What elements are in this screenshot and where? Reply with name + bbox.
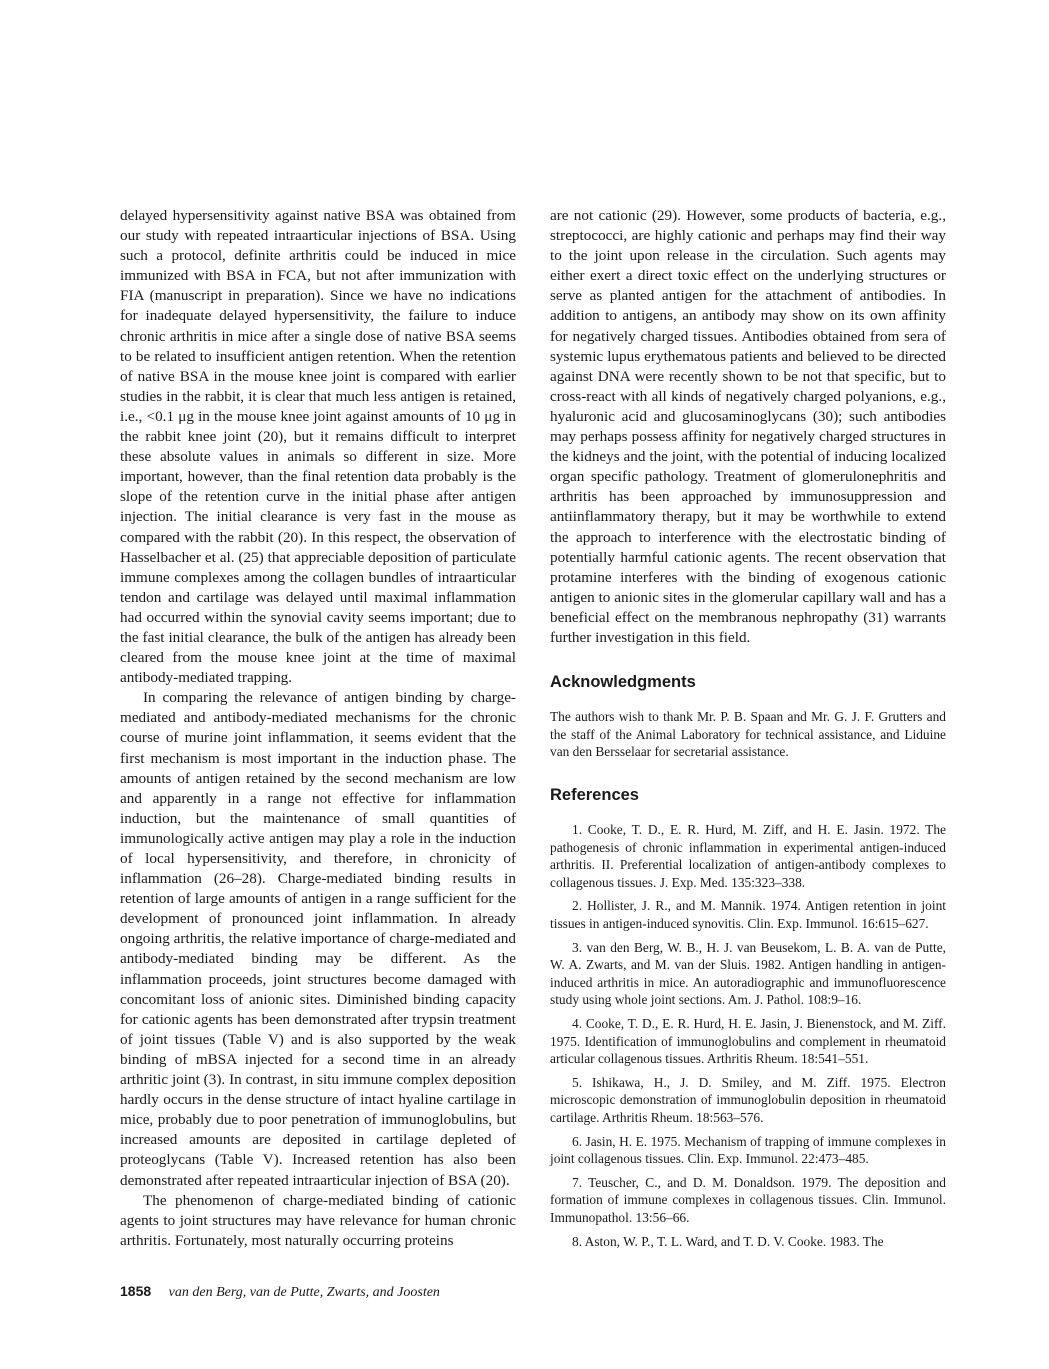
body-paragraph: delayed hypersensitivity against native BSA was obtained from our study with repeated intraarticular injections of BSA. Using such a protocol, definite arthritis could be induced in mice immunized with BSA in FCA, but not after immunization with FIA (manuscript in preparation). Since we have no indications for inadequate delayed hypersensitivity, the failure to induce chronic arthritis in mice after a single dose of native BSA seems to be related to insufficient antigen retention. When the retention of native BSA in the mouse knee joint is compared with earlier studies in the rabbit, it is clear that much less antigen is retained, i.e., <0.1 μg in the mouse knee joint against amounts of 10 μg in the rabbit knee joint (20), but it remains difficult to interpret these absolute values in animals so different in size. More important, however, than the final retention data probably is the slope of the retention curve in the initial phase after antigen injection. The initial clearance is very fast in the mouse as compared with the rabbit (20). In this respect, the observation of Hasselbacher et al. (25) that appreciable deposition of particulate immune complexes among the collagen bundles of intraarticular tendon and cartilage was delayed until maximal inflammation had occurred within the synovial cavity seems important; due to the fast initial clearance, the bulk of the antigen has already been cleared from the mouse knee joint at the time of maximal antibody-mediated trapping. (120, 207, 516, 687)
running-authors: van den Berg, van de Putte, Zwarts, and Joosten (168, 1285, 440, 1300)
body-paragraph: are not cationic (29). However, some products of bacteria, e.g., streptococci, are highly cationic and perhaps may find their way to the joint upon release in the circulation. Such agents may either exert a direct toxic effect on the underlying structures or serve as planted antigen for the attachment of antibodies. In addition to antigens, an antibody may show on its own affinity for negatively charged tissues. Antibodies obtained from sera of systemic lupus erythematous patients and believed to be directed against DNA were recently shown to be not that specific, but to cross-react with all kinds of negatively charged polyanions, e.g., hyaluronic acid and glucosaminoglycans (30); such antibodies may perhaps possess affinity for negatively charged structures in the kidneys and the joint, with the potential of inducing localized organ specific pathology. Treatment of glomerulonephritis and arthritis has been approached by immunosuppression and antiinflammatory therapy, but it may be worthwhile to extend the approach to interference with the electrostatic binding of potentially harmful cationic agents. The recent observation that protamine interferes with the binding of exogenous cationic antigen to anionic sites in the glomerular capillary wall and has a beneficial effect on the membranous nephropathy (31) warrants further investigation in this field. (550, 207, 946, 646)
reference-item: 8. Aston, W. P., T. L. Ward, and T. D. V. Cooke. 1983. The (572, 1233, 884, 1249)
reference-item: 3. van den Berg, W. B., H. J. van Beusekom, L. B. A. van de Putte, W. A. Zwarts, and M. van der Sluis. 1982. Antigen handling in antigen-induced arthritis in mice. An autoradiographic and immunofluorescence study using whole joint sections. Am. J. Pathol. 108:9–16. (550, 939, 946, 1008)
reference-item: 1. Cooke, T. D., E. R. Hurd, M. Ziff, and H. E. Jasin. 1972. The pathogenesis of chronic inflammation in experimental antigen-induced arthritis. II. Preferential localization of antigen-antibody complexes to collagenous tissues. J. Exp. Med. 135:323–338. (550, 822, 946, 890)
page-footer (120, 1283, 440, 1301)
reference-item: 2. Hollister, J. R., and M. Mannik. 1974. Antigen retention in joint tissues in antigen-induced synovitis. Clin. Exp. Immunol. 16:615–627. (550, 898, 946, 931)
reference-item: 4. Cooke, T. D., E. R. Hurd, H. E. Jasin, J. Bienenstock, and M. Ziff. 1975. Identification of immunoglobulins and complement in rheumatoid articular collagenous tissues. Arthritis Rheum. 18:541–551. (550, 1015, 946, 1067)
body-paragraph: The phenomenon of charge-mediated binding of cationic agents to joint structures may have relevance for human chronic arthritis. Fortunately, most naturally occurring proteins (120, 1191, 516, 1249)
acknowledgments-text: The authors wish to thank Mr. P. B. Spaan and Mr. G. J. F. Grutters and the staff of the Animal Laboratory for technical assistance, and Liduine van den Bersselaar for secretarial assistance. (550, 709, 946, 760)
reference-item: 6. Jasin, H. E. 1975. Mechanism of trapping of immune complexes in joint collagenous tissues. Clin. Exp. Immunol. 22:473–485. (550, 1133, 946, 1167)
page-number: 1858 (120, 1283, 152, 1299)
right-column (550, 206, 946, 1256)
left-column (120, 206, 516, 1251)
acknowledgments-heading: Acknowledgments (550, 673, 696, 692)
reference-item: 5. Ishikawa, H., J. D. Smiley, and M. Ziff. 1975. Electron microscopic demonstration of immunoglobulin deposition in rheumatoid cartilage. Arthritis Rheum. 18:563–576. (550, 1074, 946, 1125)
reference-list (550, 821, 946, 1250)
body-paragraph: In comparing the relevance of antigen binding by charge-mediated and antibody-mediated mechanisms for the chronic course of murine joint inflammation, it seems evident that the first mechanism is most important in the induction phase. The amounts of antigen retained by the second mechanism are low and apparently in a range not effective for inflammation induction, but the maintenance of small quantities of immunologically active antigen may play a role in the induction of local hypersensitivity, and therefore, in chronicity of inflammation (26–28). Charge-mediated binding results in retention of large amounts of antigen in a range sufficient for the development of pronounced joint inflammation. In already ongoing arthritis, the relative importance of charge-mediated and antibody-mediated binding may be different. As the inflammation proceeds, joint structures become damaged with concomitant loss of anionic sites. Diminished binding capacity for cationic agents has been demonstrated after trypsin treatment of joint tissues (Table V) and is also supported by the weak binding of mBSA injected for a second time in an already arthritic joint (3). In contrast, in situ immune complex deposition hardly occurs in the dense structure of intact hyaline cartilage in mice, probably due to poor penetration of immunoglobulins, but increased amounts are deposited in cartilage depleted of proteoglycans (Table V). Increased retention has also been demonstrated after repeated intraarticular injection of BSA (20). (120, 689, 516, 1189)
reference-item: 7. Teuscher, C., and D. M. Donaldson. 1979. The deposition and formation of immune complexes in collagenous tissues. Clin. Immunol. Immunopathol. 13:56–66. (550, 1174, 946, 1225)
references-heading: References (550, 785, 639, 804)
